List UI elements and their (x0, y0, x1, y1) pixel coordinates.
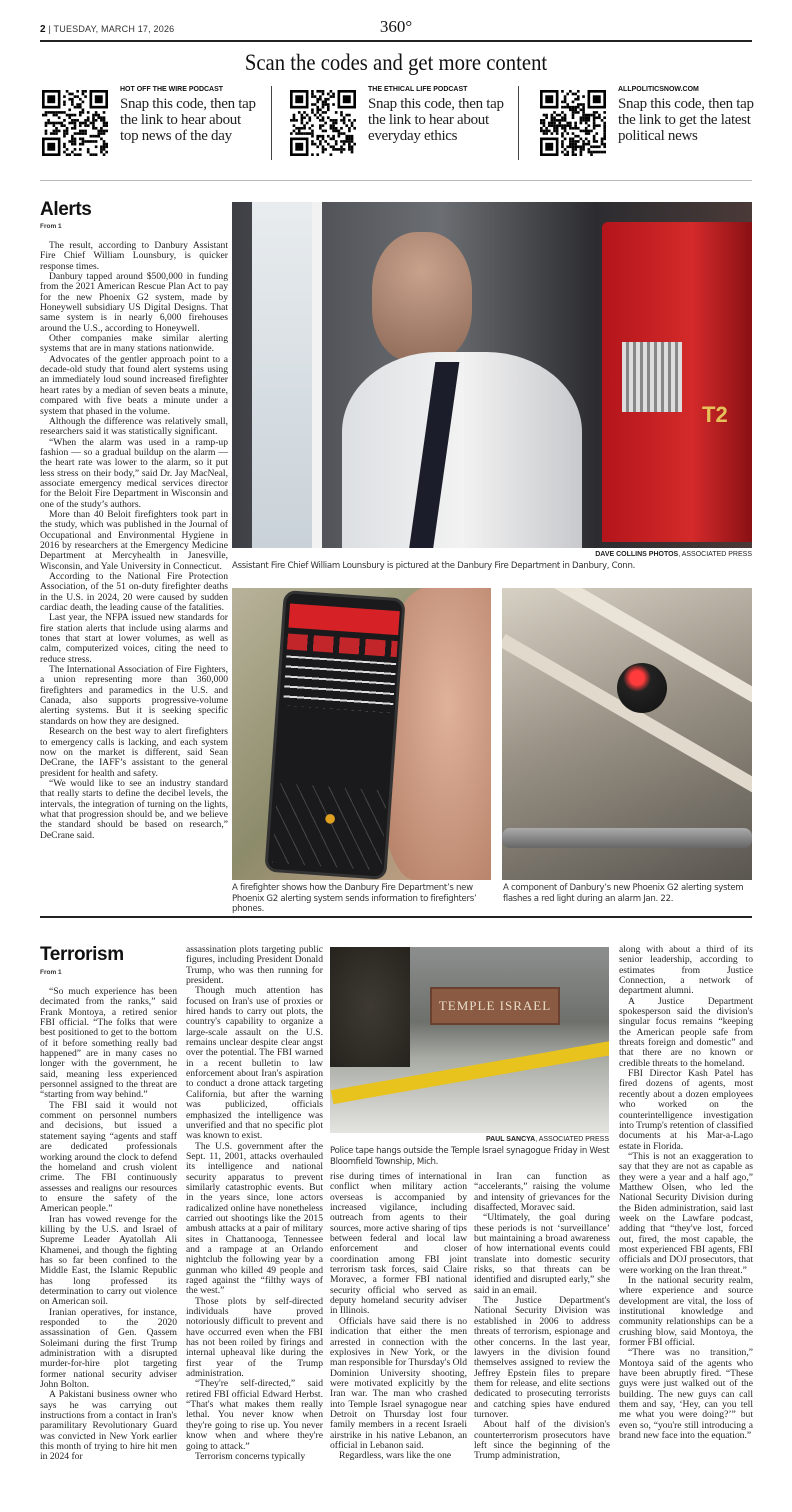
photo-credit (232, 551, 752, 558)
paragraph: A Justice Department spokesperson said the division's singular focus remains “keeping the American people safe from threats foreign and domestic” and that there are no known or credible threats to the homeland. (619, 995, 753, 1069)
qr-code-icon[interactable] (42, 90, 108, 156)
truck-grille (622, 342, 682, 412)
photo-temple-israel (330, 947, 609, 1133)
photo-caption: Assistant Fire Chief William Lounsbury is pictured at the Danbury Fire Department in Danbury, Conn. (232, 561, 636, 571)
paragraph: Iranian operatives, for instance, responded to the 2020 assassination of Gen. Qassem Soleimani during the first Trump administration with a disrupted murder-for-hire plot targeting former national security adviser John Bolton. (40, 1306, 177, 1391)
tree-shape (330, 947, 410, 1067)
paragraph: rise during times of international conflict when military action overseas is accompanied by increased vigilance, including outreach from agents to their sources, more active sharing of tips between federal and local law enforcement and closer coordination among FBI joint terrorism task forces, said Claire Moravec, a former FBI national security official who served as deputy homeland security adviser in Illinois. (330, 1171, 467, 1317)
terrorism-column-2 (186, 945, 323, 1462)
alert-light-device (617, 663, 667, 713)
header-rule (40, 40, 752, 42)
photo-fire-chief (232, 202, 752, 548)
photo-caption: A firefighter shows how the Danbury Fire Department’s new Phoenix G2 alerting system sends information to firefighters’ phones. (232, 883, 477, 914)
paragraph: assassination plots targeting public figures, including President Donald Trump, who was then running for president. (186, 944, 323, 987)
issue-date: TUESDAY, MARCH 17, 2026 (53, 24, 175, 34)
window-shape (252, 202, 322, 548)
section-name: 360° (379, 17, 413, 36)
paragraph: “When the alarm was used in a ramp-up fashion — so a gradual buildup on the alarm — the heart rate was lower to the alarm, so it put less stress on their body,” said Dr. Jay MacNeal, associate emergency medical services director for the Beloit Fire Department in Wisconsin and one of the study’s authors. (40, 436, 228, 510)
folio: 2 | TUESDAY, MARCH 17, 2026 (40, 24, 175, 35)
promo-divider (271, 86, 272, 160)
alerts-headline: Alerts (40, 199, 92, 220)
page-number: 2 (40, 24, 46, 35)
paragraph: Danbury tapped around $500,000 in funding from the 2021 American Rescue Plan Act to pay for the new Phoenix G2 system, made by Honeywell subsidiary US Digital Designs. That same system is in nearly 6,000 firehouses around the U.S., according to Honeywell. (40, 271, 228, 334)
agency: , ASSOCIATED PRESS (535, 1136, 609, 1143)
promo-rule (40, 180, 752, 181)
qr-code-icon[interactable] (540, 90, 606, 156)
qr-code-icon[interactable] (290, 90, 356, 156)
phone-lines (283, 655, 396, 713)
paragraph: Those plots by self-directed individuals have proved notoriously difficult to prevent and have occurred even when the FBI has not been roiled by firings and internal upheaval like during the first year of the Trump administration. (186, 1295, 323, 1380)
paragraph: According to the National Fire Protection Association, of the 51 on-duty firefighter deaths in the U.S. in 2024, 20 were caused by sudden cardiac death, the leading cause of the fatalities. (40, 571, 228, 614)
paragraph: The FBI said it would not comment on personnel numbers and decisions, but issued a statement saying “agents and staff are dedicated professionals working around the clock to defend the homeland and crush violent crime. The FBI continuously assesses and realigns our resources to ensure the safety of the American people.” (40, 1099, 177, 1215)
alerts-body (40, 241, 228, 841)
promo-title: Scan the codes and get more content (244, 50, 548, 75)
terrorism-headline: Terrorism (40, 944, 124, 965)
promo-divider (518, 86, 519, 160)
face-shape (372, 232, 472, 362)
paragraph: About half of the division's counterterrorism prosecutors have left since the beginning of the Trump administration, (474, 1419, 610, 1462)
paragraph: The Justice Department's National Security Division was established in 2006 to address threats of terrorism, espionage and other concerns. In the last year, lawyers in the division found themselves assigned to review the Jeffrey Epstein files to prepare them for release, and elite sections dedicated to prosecuting terrorists and catching spies have endured turnover. (474, 1295, 610, 1420)
paragraph: in Iran can function as “accelerants,” raising the volume and intensity of grievances for the disaffected, Moravec said. (474, 1171, 610, 1214)
paragraph: “They're self-directed,” said retired FBI official Edward Herbst. “That's what makes them really lethal. You never know when they're going to rise up. You never know when and where they're going to attack.” (186, 1378, 323, 1452)
phone-shape (264, 590, 405, 880)
jump-from: From 1 (40, 223, 62, 230)
promo-kicker: HOT OFF THE WIRE PODCAST (120, 86, 224, 93)
promo-text: Snap this code, then tap the link to get the latest political news (618, 96, 754, 144)
paragraph: The result, according to Danbury Assistant Fire Chief William Lounsbury, is quicker response times. (40, 240, 228, 272)
promo-text: Snap this code, then tap the link to hear about top news of the day (120, 96, 256, 144)
terrorism-column-4 (474, 1172, 610, 1462)
paragraph: “So much experience has been decimated from the ranks,” said Frank Montoya, a retired senior FBI official. “The folks that were best positioned to get to the bottom of it before something really bad happened” are in many cases no longer with the government, he said, meaning less experienced personnel assigned to the threat are “starting from way behind.” (40, 986, 177, 1101)
paragraph: Advocates of the gentler approach point to a decade-old study that found alert systems using an immediately loud sound increased firefighter heart rates by a median of seven beats a minute, compared with five beats a minute under a system that phased in the volume. (40, 353, 228, 417)
paragraph: More than 40 Beloit firefighters took part in the study, which was published in the Journal of Occupational and Environmental Hygiene in 2016 by researchers at the Emergency Medicine Department at Mercyhealth in Janesville, Wisconsin, and Yale University in Connecticut. (40, 508, 228, 572)
photographer: DAVE COLLINS PHOTOS (595, 551, 679, 558)
terrorism-column-1 (40, 987, 177, 1463)
paragraph: FBI Director Kash Patel has fired dozens of agents, most recently about a dozen employees who worked on the counterintelligence investigation into Trump's retention of classified documents at his Mar-a-Lago estate in Florida. (619, 1068, 753, 1152)
paragraph: The International Association of Fire Fighters, a union representing more than 360,000 firefighters and paramedics in the U.S. and Canada, also supports progressive-volume alerting systems. But it is seeking specific standards on how they are designed. (40, 664, 228, 727)
paragraph: along with about a third of its senior leadership, according to estimates from Justice Connection, a network of department alumni. (619, 944, 753, 997)
jump-from: From 1 (40, 969, 62, 976)
paragraph: Other companies make similar alerting systems that are in many stations nationwide. (40, 333, 228, 355)
photo-alert-light (502, 588, 752, 880)
photo-credit (330, 1136, 609, 1143)
promo-allpolitics[interactable] (540, 88, 760, 160)
terrorism-column-5 (619, 945, 753, 1442)
paragraph: Terrorism concerns typically (195, 1450, 306, 1462)
agency: , ASSOCIATED PRESS (678, 551, 752, 558)
promo-kicker: ALLPOLITICSNOW.COM (618, 86, 699, 93)
paragraph: Though much attention has focused on Iran's use of proxies or hired hands to carry out plots, the country's capability to organize a large-scale assault on the U.S. remains unclear despite clear angst over the potential. The FBI warned in a recent bulletin to law enforcement about Iran's aspiration to conduct a drone attack targeting California, but after the warning was publicized, officials emphasized the intelligence was unverified and that no specific plot was known to exist. (186, 985, 323, 1142)
terrorism-column-3 (330, 1172, 467, 1462)
phone-map (272, 783, 387, 870)
paragraph: The U.S. government after the Sept. 11, 2001, attacks overhauled its intelligence and national security apparatus to prevent similarly catastrophic events. But in the years since, lone actors radicalized online have nonetheless carried out shootings like the 2015 ambush attacks at a pair of military sites in Chattanooga, Tennessee and a rampage at an Orlando nightclub the following year by a gunman who killed 49 people and raged against the “filthy ways of the west.” (186, 1140, 323, 1297)
paragraph: “This is not an exaggeration to say that they are not as capable as they were a year and a half ago,” Matthew Olsen, who led the National Security Division during the Biden administration, said last week on the Lawfare podcast, adding that “they've lost, forced out, fired, the most capable, the most experienced FBI agents, FBI officials and DOJ prosecutors, that were working on the Iran threat.” (619, 1150, 753, 1276)
paragraph: Last year, the NFPA issued new standards for fire station alerts that include using alarms and tones that start at lower volumes, as well as calm, computerized voices, citing the need to reduce stress. (40, 612, 228, 665)
paragraph: A Pakistani business owner who says he was carrying out instructions from a contact in Iran's paramilitary Revolutionary Guard was convicted in New York earlier this month of trying to hire hit men in 2024 for (40, 1389, 177, 1463)
paragraph: “We would like to see an industry standard that really starts to define the decibel levels, the intervals, the integration of turning on the lights, what that progression should be, and we believe the standard should be based on research,” DeCrane said. (40, 777, 228, 841)
paragraph: Although the difference was relatively small, researchers said it was statistically significant. (40, 415, 228, 438)
phone-header (288, 604, 399, 636)
paragraph: In the national security realm, where experience and source development are vital, the loss of institutional knowledge and community relationships can be a crushing blow, said Montoya, the former FBI official. (619, 1275, 753, 1349)
fire-truck-shape (602, 222, 752, 542)
duct-pipe (502, 828, 752, 848)
paragraph: Iran has vowed revenge for the killing by the U.S. and Israel of Supreme Leader Ayatollah Ali Khamenei, and though the fighting has so far been confined to the Middle East, the Islamic Republic has long professed its determination to carry out violence on American soil. (40, 1213, 177, 1308)
photo-phone-alert (232, 588, 491, 880)
temple-sign: TEMPLE ISRAEL (430, 987, 560, 1025)
shirt-shape (342, 352, 582, 548)
phone-badges (287, 633, 398, 657)
photo-caption: A component of Danbury’s new Phoenix G2 alerting system flashes a red light during an alarm Jan. 22. (503, 883, 744, 904)
photo-caption: Police tape hangs outside the Temple Israel synagogue Friday in West Bloomfield Township, Mich. (330, 1146, 610, 1167)
paragraph: Regardless, wars like the one (339, 1450, 452, 1462)
promo-podcast-wire[interactable] (42, 88, 262, 160)
photographer: PAUL SANCYA (485, 1136, 536, 1143)
truck-number: T2 (702, 402, 728, 427)
paragraph: Research on the best way to alert firefighters to emergency calls is lacking, and each system now on the market is different, said Sean DeCrane, the IAFF’s assistant to the general president for health and safety. (40, 726, 228, 779)
section-rule (40, 916, 752, 918)
ceiling-beam (502, 634, 752, 796)
promo-podcast-ethics[interactable] (290, 88, 510, 160)
promo-text: Snap this code, then tap the link to hear about everyday ethics (368, 96, 504, 144)
promo-kicker: THE ETHICAL LIFE PODCAST (368, 86, 468, 93)
paragraph: “Ultimately, the goal during these periods is not ‘surveillance’ but maintaining a broad awareness of how international events could translate into domestic security risks, so that threats can be identified and disrupted early,” she said in an email. (474, 1212, 610, 1296)
paragraph: “There was no transition,” Montoya said of the agents who have been abruptly fired. “These guys were just walked out of the building. The new guys can call them and say, ‘Hey, can you tell me what you were doing?’” but even so, “you're still introducing a brand new face into the equation.” (619, 1347, 753, 1442)
paragraph: Officials have said there is no indication that either the men arrested in connection with the explosives in New York, or the man responsible for Thursday's Old Dominion University shooting, were motivated explicitly by the Iran war. The man who crashed into Temple Israel synagogue near Detroit on Thursday lost four family members in a recent Israeli airstrike in his native Lebanon, an official in Lebanon said. (330, 1315, 467, 1451)
